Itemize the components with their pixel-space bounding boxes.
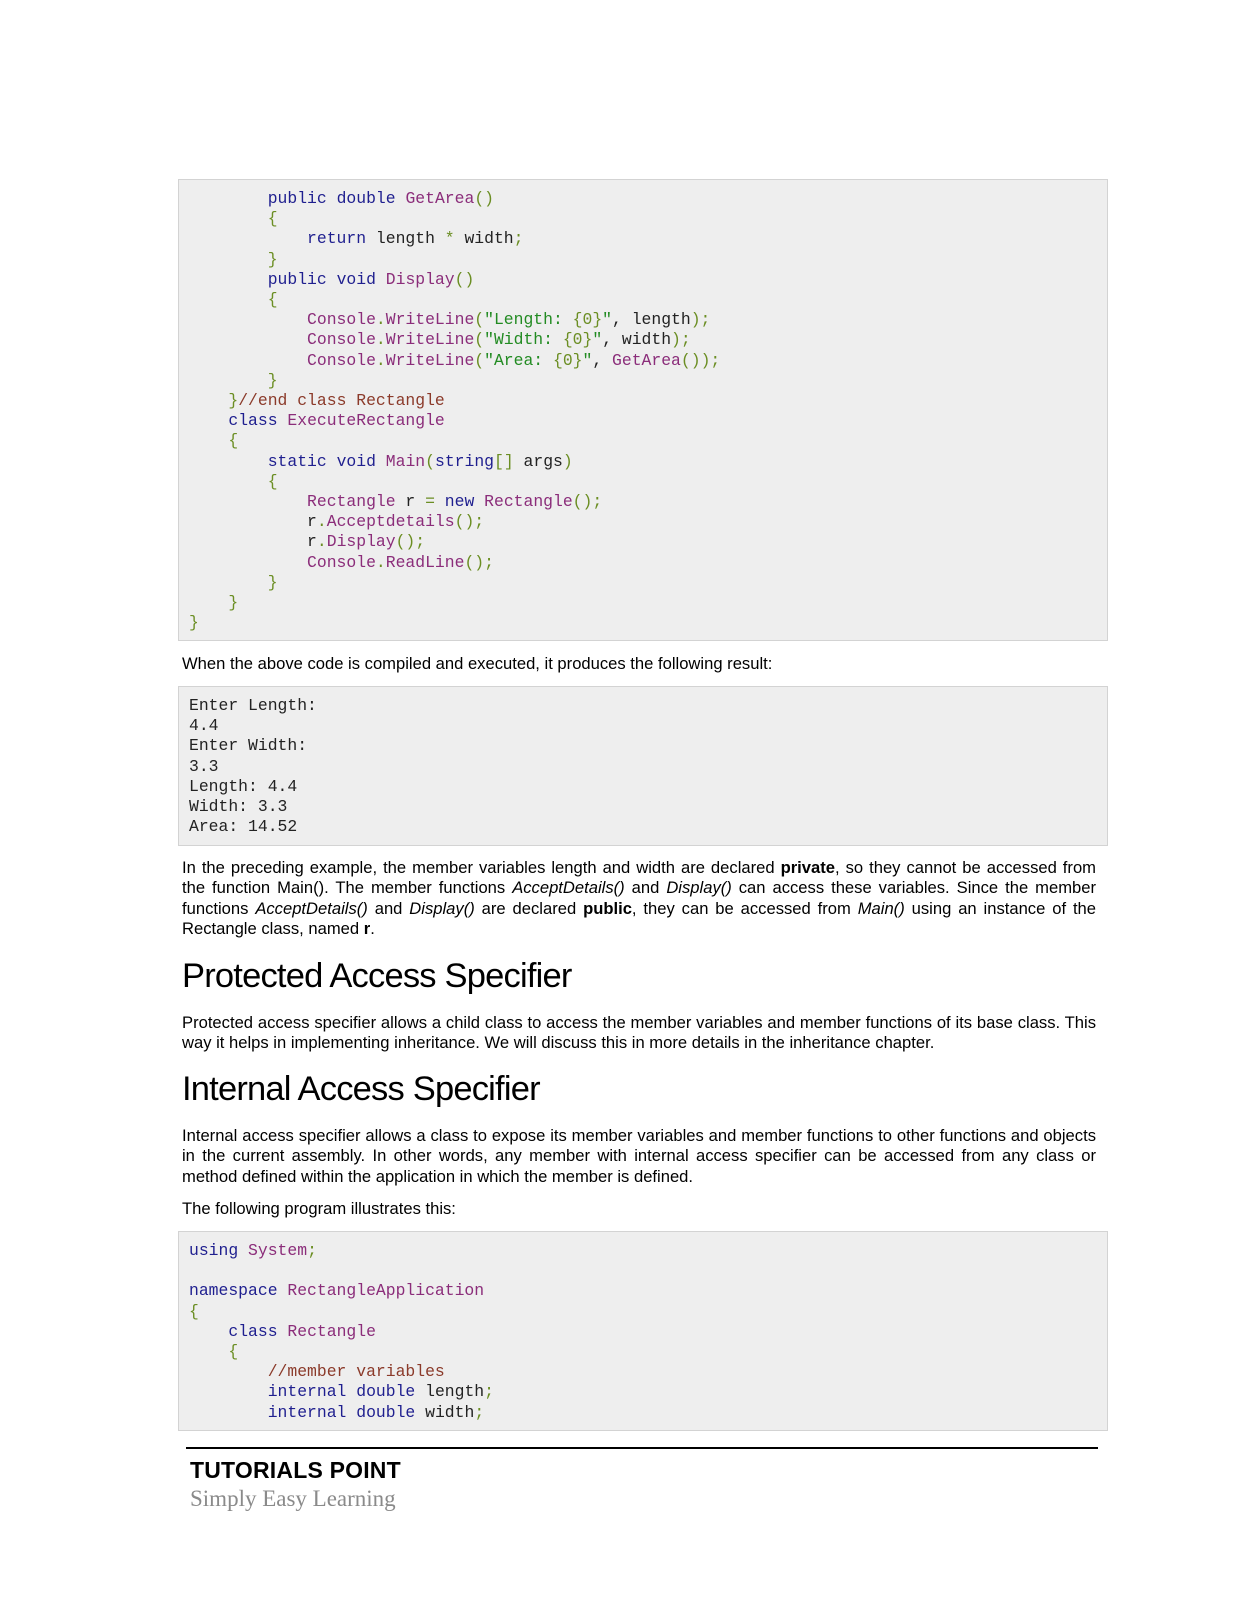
- code-line: }: [267, 572, 278, 592]
- code-line: 3.3: [189, 756, 219, 776]
- code-line: {: [267, 471, 278, 491]
- footer-brand: TUTORIALS POINT: [190, 1457, 401, 1483]
- code-line: Console.ReadLine();: [307, 552, 494, 572]
- footer-divider: [186, 1447, 1098, 1449]
- code-line: {: [267, 209, 278, 229]
- protected-paragraph: Protected access specifier allows a child class to access the member variables and member functions of its base class. This way it helps in implementing inheritance. We will discuss this in more details in the inheritance chapter.: [182, 1013, 1096, 1053]
- code-line: }: [267, 249, 278, 269]
- code-line: [189, 1261, 1097, 1281]
- code-line: }//end class Rectangle: [228, 391, 445, 411]
- code-line: Length: 4.4: [189, 776, 298, 796]
- code-line: namespace RectangleApplication: [189, 1281, 485, 1301]
- code-line: }: [267, 370, 278, 390]
- footer-tagline: Simply Easy Learning: [190, 1486, 396, 1511]
- output-block: [178, 686, 1108, 846]
- code-line: }: [228, 593, 239, 613]
- code-line: public void Display(): [267, 269, 475, 289]
- code-line: r.Acceptdetails();: [307, 512, 485, 532]
- code-line: Area: 14.52: [189, 817, 298, 837]
- code-block-1: [178, 179, 1108, 641]
- code-line: {: [189, 1301, 199, 1321]
- code-line: Enter Width:: [189, 736, 308, 756]
- program-intro: The following program illustrates this:: [182, 1199, 456, 1218]
- code-block-2: [178, 1231, 1108, 1431]
- code-line: public double GetArea(): [267, 189, 494, 208]
- code-line: r.Display();: [307, 532, 426, 552]
- code-line: Rectangle r = new Rectangle();: [307, 492, 603, 512]
- code-line: internal double length;: [267, 1382, 494, 1402]
- code-line: {: [267, 290, 278, 310]
- code-line: 4.4: [189, 716, 219, 736]
- code-line: using System;: [189, 1241, 317, 1260]
- result-intro: When the above code is compiled and executed, it produces the following result:: [182, 654, 773, 673]
- code-line: class Rectangle: [228, 1321, 376, 1341]
- code-line: }: [189, 613, 199, 633]
- explanation-paragraph: In the preceding example, the member variables length and width are declared private, so they cannot be accessed from the function Main(). The member functions AcceptDetails() and Display() can access these variables. Since the member functions AcceptDetails() and Display() are declared public, they can be accessed from Main() using an instance of the Rectangle class, named r.: [182, 858, 1097, 938]
- code-line: class ExecuteRectangle: [228, 411, 445, 431]
- code-line: //member variables: [267, 1362, 445, 1382]
- code-line: Console.WriteLine("Length: {0}", length);: [307, 310, 711, 330]
- internal-paragraph: Internal access specifier allows a class to expose its member variables and member functions to other functions and objects in the current assembly. In other words, any member with internal access specifier can be accessed from any class or method defined within the application in which the member is defined.: [182, 1126, 1096, 1186]
- code-line: Enter Length:: [189, 696, 317, 715]
- code-line: return length * width;: [307, 229, 524, 249]
- code-line: static void Main(string[] args): [267, 451, 573, 471]
- code-line: {: [228, 431, 239, 451]
- code-line: Console.WriteLine("Area: {0}", GetArea());: [307, 350, 721, 370]
- code-line: Width: 3.3: [189, 797, 288, 817]
- code-line: internal double width;: [267, 1402, 485, 1422]
- protected-heading: Protected Access Specifier: [182, 957, 572, 995]
- internal-heading: Internal Access Specifier: [182, 1070, 540, 1108]
- code-line: Console.WriteLine("Width: {0}", width);: [307, 330, 691, 350]
- code-line: {: [228, 1342, 239, 1362]
